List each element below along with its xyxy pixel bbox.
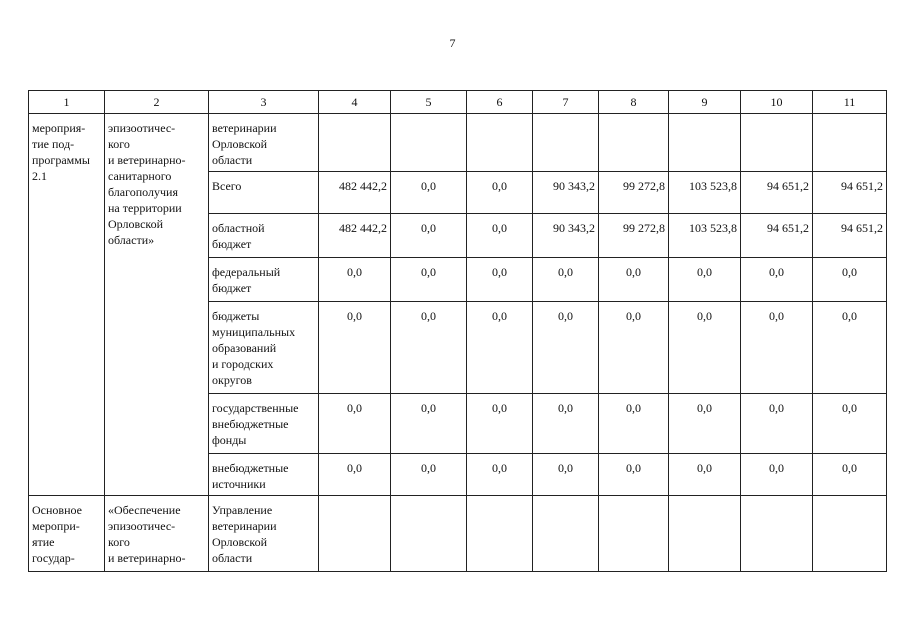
table-row xyxy=(29,496,887,572)
value-cell xyxy=(391,496,467,572)
value-cell: 0,0 xyxy=(391,394,467,454)
value-cell: 0,0 xyxy=(599,394,669,454)
value-cell: 103 523,8 xyxy=(669,214,741,258)
value-cell xyxy=(813,114,887,172)
value-cell xyxy=(669,114,741,172)
header-cell: 3 xyxy=(209,91,319,114)
value-cell: 94 651,2 xyxy=(741,214,813,258)
value-cell: 0,0 xyxy=(669,258,741,302)
value-cell: 0,0 xyxy=(669,302,741,394)
value-cell: 0,0 xyxy=(467,454,533,496)
source-cell: областной бюджет xyxy=(209,214,319,258)
value-cell: 0,0 xyxy=(813,302,887,394)
value-cell: 94 651,2 xyxy=(813,214,887,258)
header-row xyxy=(29,91,887,114)
value-cell: 0,0 xyxy=(741,454,813,496)
value-cell: 0,0 xyxy=(599,258,669,302)
header-cell: 4 xyxy=(319,91,391,114)
value-cell: 99 272,8 xyxy=(599,172,669,214)
value-cell: 0,0 xyxy=(319,258,391,302)
value-cell xyxy=(741,496,813,572)
value-cell xyxy=(391,114,467,172)
header-cell: 2 xyxy=(105,91,209,114)
value-cell xyxy=(669,496,741,572)
value-cell: 0,0 xyxy=(467,258,533,302)
value-cell: 0,0 xyxy=(741,302,813,394)
value-cell: 0,0 xyxy=(319,454,391,496)
value-cell: 0,0 xyxy=(319,302,391,394)
event-type-cell: Основное меропри- ятие государ- xyxy=(29,496,105,572)
header-cell: 1 xyxy=(29,91,105,114)
value-cell xyxy=(319,114,391,172)
value-cell: 0,0 xyxy=(813,454,887,496)
header-cell: 8 xyxy=(599,91,669,114)
source-cell: федеральный бюджет xyxy=(209,258,319,302)
event-type-cell: мероприя- тие под- программы 2.1 xyxy=(29,114,105,496)
value-cell: 0,0 xyxy=(599,302,669,394)
value-cell xyxy=(741,114,813,172)
header-cell: 5 xyxy=(391,91,467,114)
value-cell xyxy=(533,114,599,172)
value-cell xyxy=(599,496,669,572)
value-cell: 0,0 xyxy=(319,394,391,454)
value-cell: 0,0 xyxy=(391,258,467,302)
value-cell: 482 442,2 xyxy=(319,172,391,214)
source-cell: ветеринарии Орловской области xyxy=(209,114,319,172)
value-cell: 0,0 xyxy=(467,302,533,394)
header-cell: 7 xyxy=(533,91,599,114)
value-cell: 94 651,2 xyxy=(741,172,813,214)
value-cell: 0,0 xyxy=(533,258,599,302)
value-cell: 0,0 xyxy=(669,454,741,496)
value-cell: 0,0 xyxy=(467,172,533,214)
event-name-cell: эпизоотичес- кого и ветеринарно- санитарного благополучия на территории Орловской области» xyxy=(105,114,209,496)
value-cell: 0,0 xyxy=(669,394,741,454)
value-cell: 0,0 xyxy=(391,302,467,394)
source-cell: Всего xyxy=(209,172,319,214)
page-number: 7 xyxy=(449,36,456,50)
table-row xyxy=(29,114,887,172)
source-cell: внебюджетные источники xyxy=(209,454,319,496)
value-cell xyxy=(533,496,599,572)
value-cell: 0,0 xyxy=(533,302,599,394)
value-cell xyxy=(319,496,391,572)
value-cell: 94 651,2 xyxy=(813,172,887,214)
header-cell: 10 xyxy=(741,91,813,114)
value-cell: 0,0 xyxy=(467,394,533,454)
value-cell: 0,0 xyxy=(741,258,813,302)
value-cell: 90 343,2 xyxy=(533,214,599,258)
value-cell: 0,0 xyxy=(533,394,599,454)
value-cell xyxy=(467,114,533,172)
value-cell xyxy=(599,114,669,172)
value-cell: 0,0 xyxy=(741,394,813,454)
header-cell: 11 xyxy=(813,91,887,114)
value-cell: 0,0 xyxy=(813,394,887,454)
value-cell: 0,0 xyxy=(391,454,467,496)
budget-table xyxy=(28,90,887,572)
value-cell: 90 343,2 xyxy=(533,172,599,214)
value-cell: 0,0 xyxy=(391,172,467,214)
value-cell: 103 523,8 xyxy=(669,172,741,214)
value-cell: 0,0 xyxy=(533,454,599,496)
value-cell: 0,0 xyxy=(391,214,467,258)
header-cell: 6 xyxy=(467,91,533,114)
source-cell: бюджеты муниципальных образований и городских округов xyxy=(209,302,319,394)
value-cell: 0,0 xyxy=(813,258,887,302)
value-cell: 0,0 xyxy=(599,454,669,496)
value-cell xyxy=(467,496,533,572)
value-cell: 0,0 xyxy=(467,214,533,258)
header-cell: 9 xyxy=(669,91,741,114)
value-cell xyxy=(813,496,887,572)
source-cell: Управление ветеринарии Орловской области xyxy=(209,496,319,572)
source-cell: государственные внебюджетные фонды xyxy=(209,394,319,454)
value-cell: 482 442,2 xyxy=(319,214,391,258)
event-name-cell: «Обеспечение эпизоотичес- кого и ветеринарно- xyxy=(105,496,209,572)
value-cell: 99 272,8 xyxy=(599,214,669,258)
